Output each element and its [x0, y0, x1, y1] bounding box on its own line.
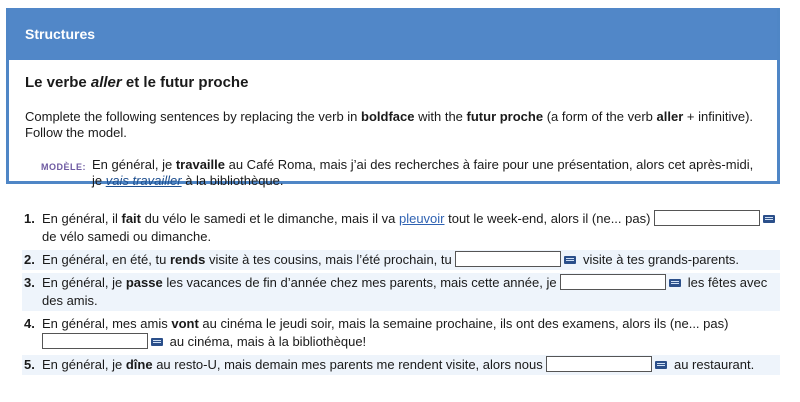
item-part: les vacances de fin d’année chez mes parents, mais cette année, je [162, 275, 561, 290]
answer-input-1[interactable] [654, 210, 760, 226]
exercise-item-2 [22, 250, 780, 270]
instr-text: Complete the following sentences by replacing the verb in [25, 109, 362, 124]
structures-card [6, 8, 780, 188]
item-number: 1. [24, 211, 35, 226]
keyboard-icon[interactable] [669, 279, 681, 287]
keyboard-icon[interactable] [655, 361, 667, 369]
header-title: Structures [25, 26, 96, 42]
item-part: tout le week-end, alors il (ne... pas) [444, 211, 655, 226]
card-header [9, 8, 777, 60]
instr-bold: aller [656, 109, 684, 124]
exercise-item-5 [22, 355, 780, 375]
item-number: 4. [24, 316, 35, 331]
answer-input-3[interactable] [560, 274, 666, 290]
item-bold: fait [121, 211, 141, 226]
item-part: En général, je [42, 357, 126, 372]
item-bold: passe [125, 275, 163, 290]
item-part: au restaurant. [670, 357, 755, 372]
model-part: En général, je [92, 157, 176, 172]
item-part: visite à tes grands-parents. [579, 252, 740, 267]
pleuvoir-link[interactable]: pleuvoir [398, 211, 445, 226]
exercise-item-3 [22, 273, 780, 311]
item-text [42, 210, 780, 246]
model-part: au Café Roma, mais j’ai des recherches à faire pour une présentation, alors cet après-midi, je [92, 157, 754, 188]
item-part: En général, en été, tu [42, 252, 170, 267]
instr-bold: futur proche [466, 109, 544, 124]
answer-input-2[interactable] [455, 251, 561, 267]
model-answer: vais travailler [105, 173, 182, 188]
item-part: En général, je [42, 275, 126, 290]
title-prefix: Le verbe [25, 74, 91, 91]
instr-text: + infinitive). Follow the model. [25, 109, 754, 140]
item-text [42, 251, 780, 269]
title-italic: aller [90, 74, 122, 91]
item-part: au resto-U, mais demain mes parents me rendent visite, alors nous [152, 357, 547, 372]
keyboard-icon[interactable] [151, 338, 163, 346]
model-label: MODÈLE: [41, 162, 86, 172]
item-part: En général, mes amis [42, 316, 172, 331]
model-example [25, 157, 761, 189]
keyboard-icon[interactable] [763, 215, 775, 223]
item-part: de vélo samedi ou dimanche. [42, 229, 212, 244]
item-part: les fêtes avec des amis. [42, 275, 768, 308]
item-part: au cinéma, mais à la bibliothèque! [166, 334, 367, 349]
model-bold: travaille [175, 157, 225, 172]
item-number: 5. [24, 357, 35, 372]
instr-text: (a form of the verb [543, 109, 657, 124]
item-part: au cinéma le jeudi soir, mais la semaine prochaine, ils ont des examens, alors ils (ne... pas) [198, 316, 729, 331]
item-text [42, 274, 780, 310]
title-suffix: et le futur proche [121, 74, 249, 91]
item-number: 2. [24, 252, 35, 267]
exercise-item-1 [22, 209, 780, 247]
item-part: visite à tes cousins, mais l’été prochain, tu [205, 252, 456, 267]
keyboard-icon[interactable] [564, 256, 576, 264]
exercise-list [22, 209, 780, 378]
instr-text: with the [414, 109, 467, 124]
item-text [42, 315, 780, 351]
section-title [25, 74, 761, 91]
item-part: du vélo le samedi et le dimanche, mais il va [141, 211, 399, 226]
item-part: En général, il [42, 211, 122, 226]
item-bold: dîne [125, 357, 153, 372]
instructions [25, 109, 761, 141]
item-text [42, 356, 780, 374]
item-bold: vont [171, 316, 199, 331]
exercise-item-4 [22, 314, 780, 352]
answer-input-4[interactable] [42, 333, 148, 349]
answer-input-5[interactable] [546, 356, 652, 372]
model-part: à la bibliothèque. [181, 173, 284, 188]
item-bold: rends [169, 252, 206, 267]
item-number: 3. [24, 275, 35, 290]
card-body [9, 60, 777, 197]
model-text [92, 157, 761, 189]
instr-bold: boldface [361, 109, 415, 124]
